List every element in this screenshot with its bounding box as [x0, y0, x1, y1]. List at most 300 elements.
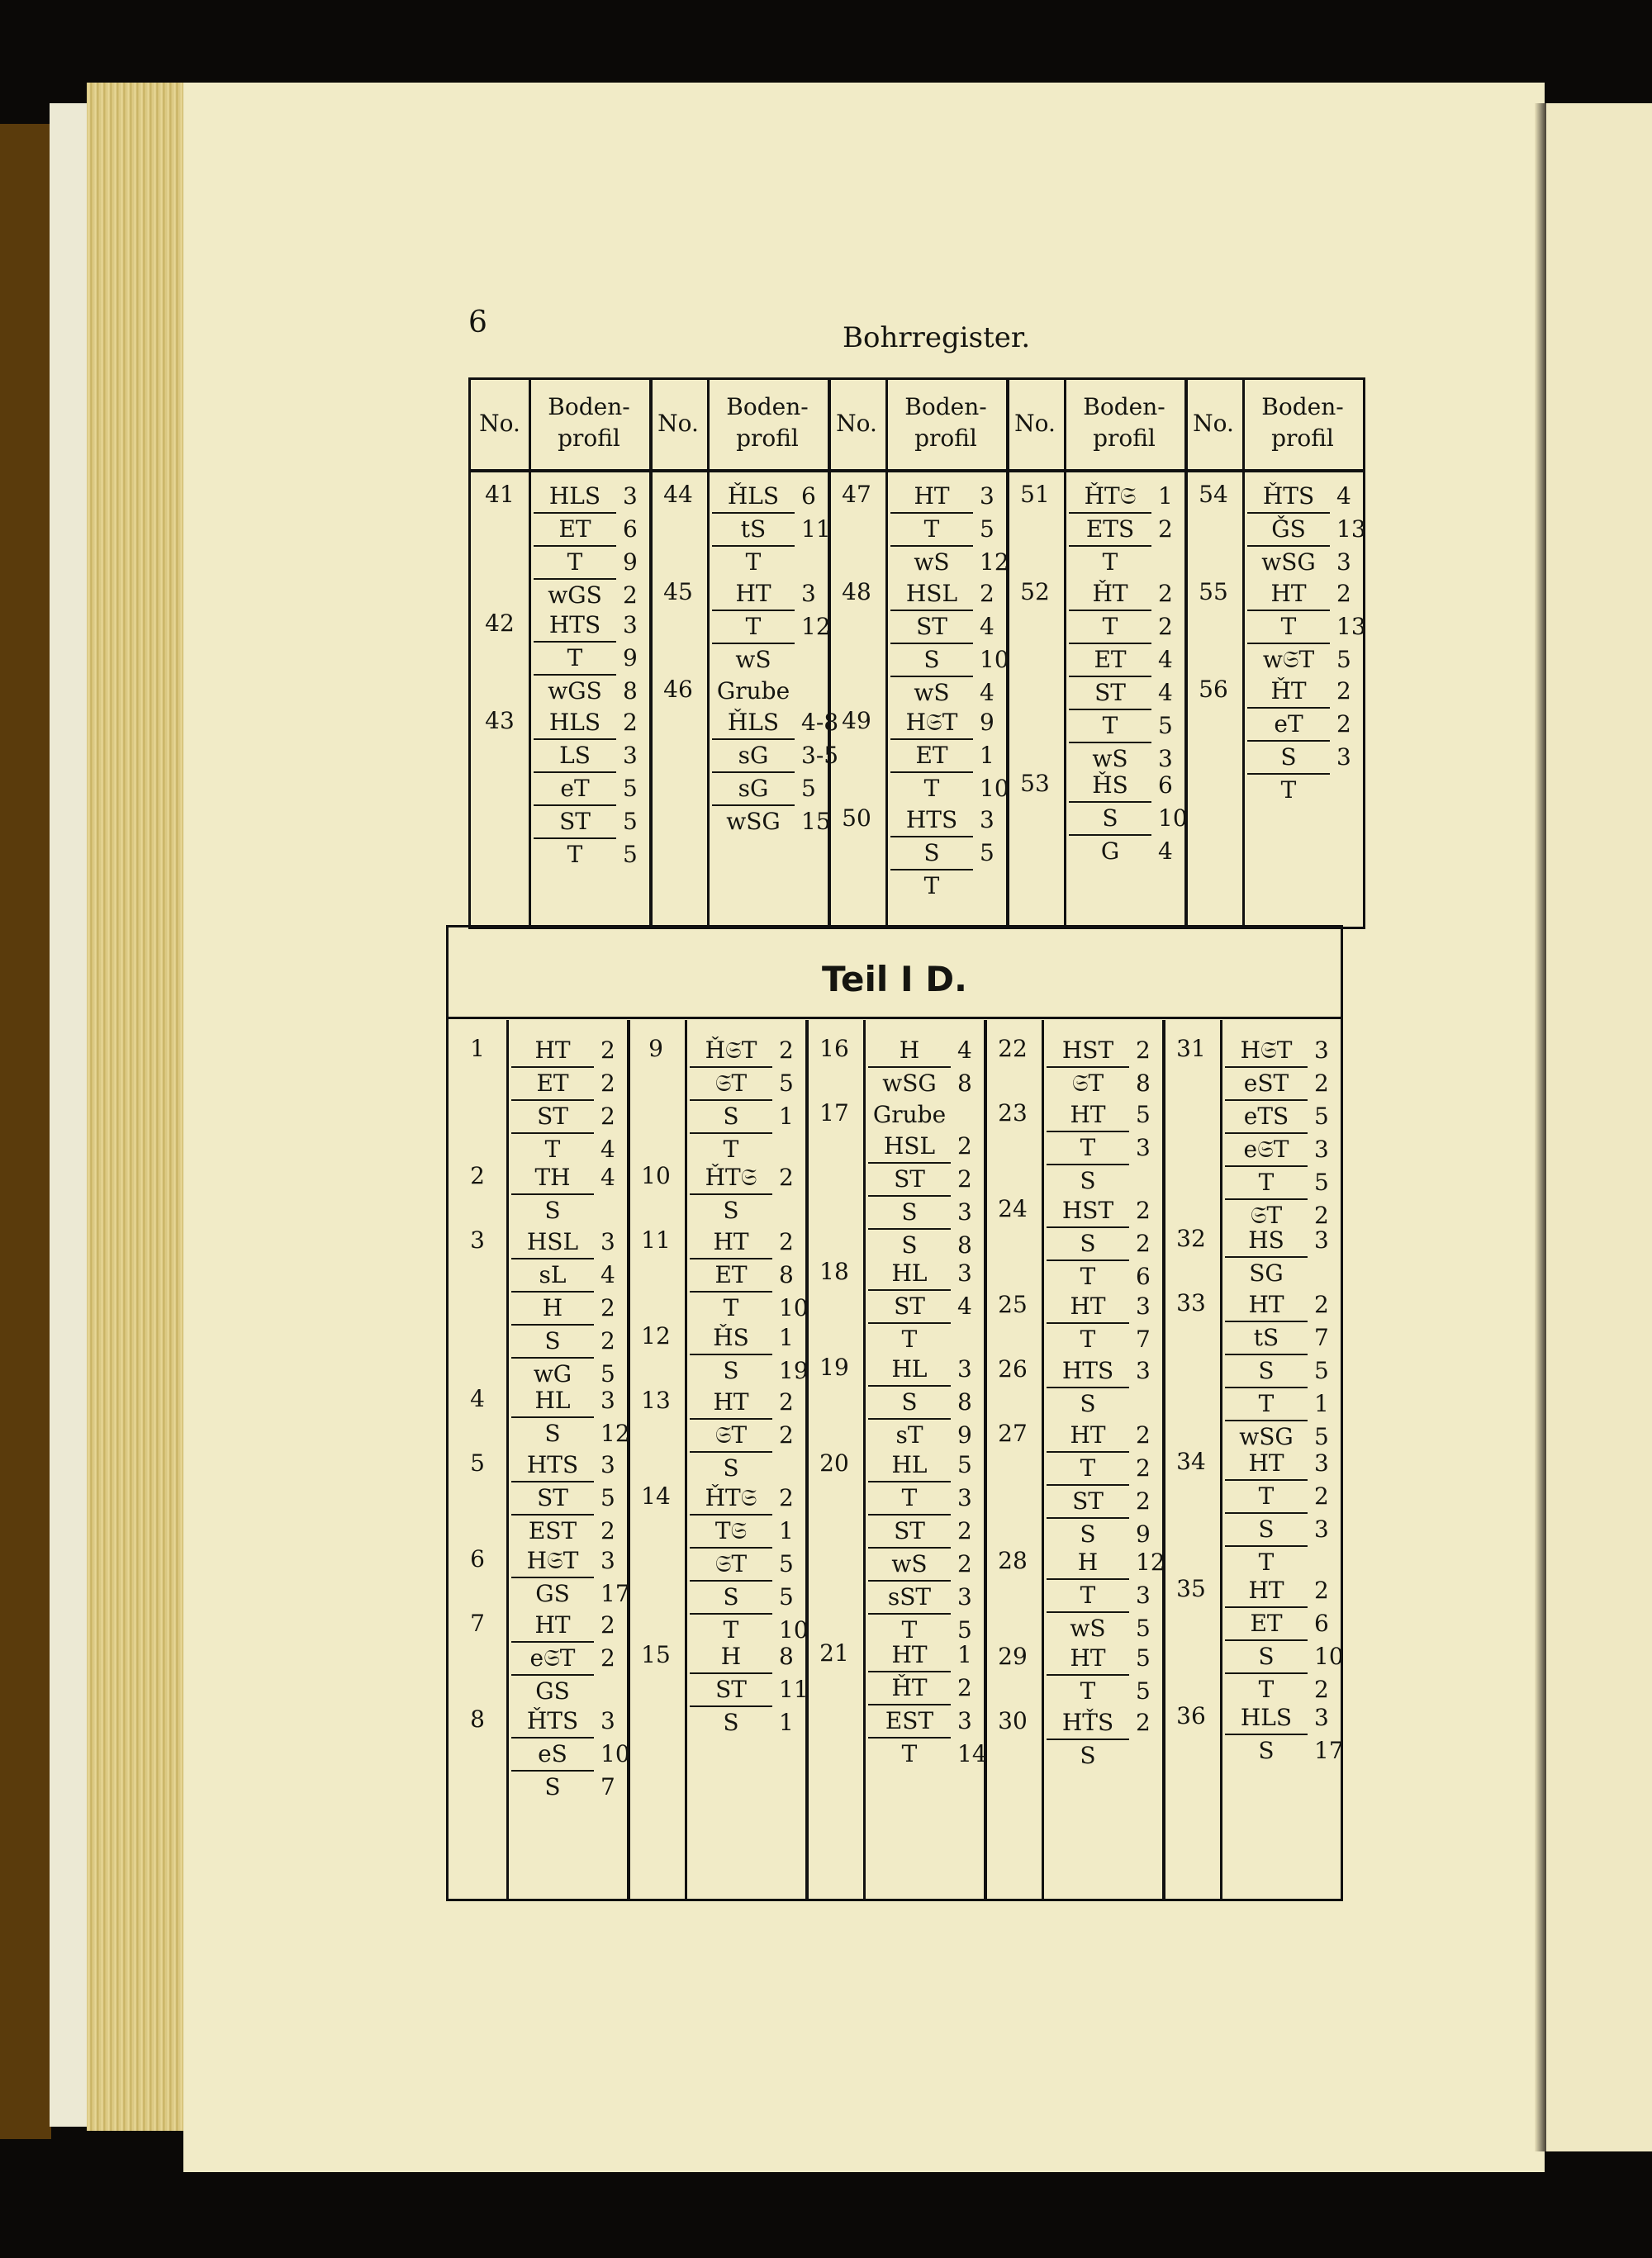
layer-thickness: 1: [779, 1517, 794, 1544]
layer-code: HŤS: [1047, 1707, 1129, 1740]
layer-thickness: 12: [801, 613, 831, 640]
layer-thickness: 2: [623, 581, 638, 609]
layer-thickness: 7: [1314, 1324, 1329, 1351]
layer-code: S: [723, 1454, 739, 1482]
profile-layer: [1047, 1486, 1172, 1519]
layer-code: S: [890, 644, 973, 677]
layer-thickness: 10: [980, 775, 1009, 802]
profile-layer: [511, 1578, 637, 1610]
layer-code: T: [1069, 710, 1151, 743]
layer-code: T: [1047, 1132, 1129, 1165]
profile-layer: [690, 1674, 815, 1707]
profile-layer: [1069, 677, 1194, 710]
layer-code: S: [868, 1387, 951, 1420]
layer-thickness: 3: [957, 1259, 972, 1287]
layer-code: T: [923, 872, 940, 899]
layer-thickness: 2: [1136, 1487, 1151, 1515]
profile-layer: [1047, 1068, 1172, 1099]
layer-code: sG: [712, 773, 795, 806]
layer-code: S: [1258, 1737, 1275, 1764]
profile-layer: [1047, 1132, 1172, 1165]
column-divider: [707, 380, 710, 927]
layer-code: HTS: [511, 1449, 594, 1482]
profile-layer: [712, 740, 838, 773]
profile-layer: [1069, 803, 1194, 836]
layer-thickness: 3: [601, 1451, 615, 1478]
layer-code: T: [1280, 776, 1297, 804]
layer-thickness: 5: [957, 1451, 972, 1478]
layer-code: S: [544, 1197, 561, 1224]
profile-layer: [868, 1549, 994, 1582]
profile-layer: [1225, 1481, 1351, 1514]
layer-code: HSL: [890, 578, 973, 611]
layer-code: wS: [735, 646, 771, 673]
soil-profile: [1247, 578, 1373, 676]
layer-code: e𝔖T: [511, 1643, 594, 1676]
layer-code: ET: [534, 514, 616, 547]
profile-layer: [1225, 1134, 1351, 1167]
layer-thickness: 2: [779, 1388, 794, 1416]
profile-layer: [511, 1418, 637, 1449]
layer-code: HTS: [1047, 1355, 1129, 1388]
profile-layer: [690, 1293, 815, 1324]
profile-layer: [534, 514, 659, 547]
layer-code: Grube: [716, 677, 790, 704]
borehole-number: 14: [641, 1482, 671, 1510]
layer-thickness: 2: [1336, 710, 1351, 738]
profile-layer: [712, 578, 838, 611]
profile-layer: [1247, 644, 1373, 676]
profile-layer: [511, 1134, 637, 1165]
profile-layer: [1225, 1641, 1351, 1674]
layer-thickness: 10: [980, 646, 1009, 673]
header-bodenprofil: Boden- profil: [1261, 393, 1344, 452]
layer-code: S: [690, 1101, 772, 1134]
profile-layer: [690, 1101, 815, 1134]
layer-thickness: 4: [601, 1164, 615, 1191]
layer-code: sST: [868, 1582, 951, 1615]
profile-layer: [511, 1259, 637, 1293]
layer-thickness: 3-5: [801, 742, 839, 769]
layer-code: ST: [690, 1674, 772, 1707]
layer-code: T: [923, 775, 940, 802]
layer-thickness: 1: [980, 742, 995, 769]
layer-code: ST: [534, 806, 616, 839]
soil-profile: [1247, 481, 1373, 578]
layer-code: sG: [712, 740, 795, 773]
layer-thickness: 2: [601, 1036, 615, 1064]
layer-thickness: 3: [623, 742, 638, 769]
layer-thickness: 3: [957, 1355, 972, 1383]
borehole-number: 46: [663, 676, 693, 703]
layer-code: HSL: [868, 1131, 951, 1164]
profile-layer: [1225, 1448, 1351, 1481]
borehole-number: 42: [485, 610, 515, 637]
layer-thickness: 10: [1158, 804, 1188, 832]
layer-code: S: [1047, 1228, 1129, 1261]
layer-thickness: 3: [1136, 1134, 1151, 1161]
layer-thickness: 5: [1314, 1169, 1329, 1196]
layer-code: T: [544, 1136, 561, 1163]
layer-thickness: 2: [980, 580, 995, 607]
profile-layer: [868, 1230, 994, 1261]
soil-profile: [1047, 1355, 1172, 1420]
layer-code: eT: [1247, 709, 1330, 742]
soil-profile: [690, 1322, 815, 1387]
borehole-number: 13: [641, 1387, 671, 1414]
profile-layer: [1047, 1035, 1172, 1068]
profile-layer: [690, 1420, 815, 1453]
layer-code: 𝔖T: [1071, 1070, 1104, 1097]
borehole-number: 20: [819, 1449, 849, 1477]
layer-code: T: [1080, 1263, 1096, 1290]
layer-code: wS: [1070, 1615, 1106, 1642]
layer-code: EST: [868, 1705, 951, 1739]
profile-layer: [690, 1707, 815, 1739]
profile-layer: [1047, 1228, 1172, 1261]
layer-code: ȞLS: [712, 707, 795, 740]
profile-layer: [511, 1610, 637, 1643]
profile-layer: [1225, 1674, 1351, 1705]
layer-code: HL: [868, 1449, 951, 1482]
layer-thickness: 9: [623, 548, 638, 576]
profile-layer: [868, 1099, 994, 1131]
profile-layer: [712, 676, 838, 707]
profile-layer: [1047, 1613, 1172, 1644]
layer-thickness: 2: [957, 1132, 972, 1160]
layer-thickness: 6: [801, 482, 816, 510]
profile-layer: [511, 1035, 637, 1068]
profile-layer: [1047, 1099, 1172, 1132]
layer-code: HST: [1047, 1195, 1129, 1228]
left-book-edge: [0, 124, 51, 2139]
soil-profile: [1047, 1035, 1172, 1099]
layer-thickness: 4: [957, 1036, 972, 1064]
layer-thickness: 14: [957, 1740, 987, 1767]
profile-layer: [712, 611, 838, 644]
layer-thickness: 3: [601, 1228, 615, 1255]
profile-layer: [690, 1322, 815, 1355]
section-title: Teil I D.: [821, 959, 968, 999]
borehole-number: 29: [998, 1643, 1028, 1670]
soil-profile: [1047, 1547, 1172, 1644]
layer-code: eS: [511, 1739, 594, 1772]
borehole-number: 36: [1176, 1702, 1206, 1729]
layer-thickness: 4: [957, 1293, 972, 1320]
layer-thickness: 4: [980, 613, 995, 640]
header-no: No.: [657, 410, 699, 437]
profile-layer: [712, 644, 838, 676]
profile-layer: [1069, 514, 1194, 547]
layer-thickness: 2: [1314, 1482, 1329, 1510]
layer-code: ET: [890, 740, 973, 773]
profile-layer: [511, 1482, 637, 1516]
layer-code: T: [901, 1326, 918, 1353]
profile-layer: [534, 707, 659, 740]
borehole-number: 19: [819, 1354, 849, 1381]
borehole-table-part2: [446, 925, 1343, 1901]
layer-thickness: 4: [1158, 646, 1173, 673]
soil-profile: [1225, 1448, 1351, 1578]
layer-thickness: 3: [1314, 1036, 1329, 1064]
profile-layer: [868, 1354, 994, 1387]
column-divider: [1242, 380, 1245, 927]
layer-code: H: [868, 1035, 951, 1068]
profile-layer: [1069, 836, 1194, 867]
profile-layer: [868, 1197, 994, 1230]
layer-code: S: [901, 1231, 918, 1259]
layer-thickness: 2: [957, 1165, 972, 1193]
layer-code: HT: [1047, 1420, 1129, 1453]
profile-layer: [1225, 1355, 1351, 1388]
layer-thickness: 5: [1336, 646, 1351, 673]
layer-thickness: 6: [1136, 1263, 1151, 1290]
header-no: No.: [1014, 410, 1056, 437]
layer-code: ET: [1069, 644, 1151, 677]
soil-profile: [890, 707, 1016, 804]
layer-thickness: 1: [779, 1103, 794, 1130]
layer-code: HT: [890, 481, 973, 514]
borehole-number: 15: [641, 1641, 671, 1668]
layer-code: S: [690, 1582, 772, 1615]
soil-profile: [1047, 1195, 1172, 1293]
layer-code: H𝔖T: [1225, 1035, 1308, 1068]
layer-code: S: [1080, 1742, 1096, 1769]
layer-code: H: [690, 1641, 772, 1674]
layer-thickness: 10: [779, 1294, 809, 1321]
borehole-number: 16: [819, 1035, 849, 1062]
layer-thickness: 3: [1136, 1293, 1151, 1320]
soil-profile: [1047, 1099, 1172, 1197]
layer-thickness: 5: [1136, 1615, 1151, 1642]
layer-thickness: 17: [601, 1580, 630, 1607]
layer-code: HT: [1247, 578, 1330, 611]
layer-thickness: 2: [779, 1484, 794, 1511]
layer-thickness: 8: [957, 1070, 972, 1097]
layer-code: ȞTS: [1247, 481, 1330, 514]
layer-code: T: [901, 1740, 918, 1767]
layer-thickness: 5: [601, 1360, 615, 1388]
profile-layer: [690, 1195, 815, 1226]
borehole-number: 44: [663, 481, 693, 508]
layer-thickness: 5: [623, 841, 638, 868]
soil-profile: [511, 1162, 637, 1226]
soil-profile: [1225, 1575, 1351, 1705]
layer-code: T: [723, 1294, 739, 1321]
layer-thickness: 3: [957, 1198, 972, 1226]
header-no: No.: [479, 410, 520, 437]
soil-profile: [712, 676, 838, 837]
profile-layer: [868, 1035, 994, 1068]
layer-code: S: [1080, 1167, 1096, 1194]
layer-thickness: 5: [801, 775, 816, 802]
layer-code: T: [745, 548, 762, 576]
profile-layer: [690, 1641, 815, 1674]
layer-thickness: 5: [1158, 712, 1173, 739]
profile-layer: [511, 1705, 637, 1739]
layer-thickness: 5: [1314, 1423, 1329, 1450]
soil-profile: [690, 1482, 815, 1646]
layer-thickness: 2: [1336, 580, 1351, 607]
layer-thickness: 5: [1136, 1644, 1151, 1672]
profile-layer: [1225, 1289, 1351, 1322]
layer-code: T: [1069, 611, 1151, 644]
layer-code: HT: [511, 1610, 594, 1643]
profile-layer: [690, 1068, 815, 1101]
layer-thickness: 1: [779, 1324, 794, 1351]
layer-thickness: 5: [623, 775, 638, 802]
soil-profile: [1047, 1291, 1172, 1355]
profile-layer: [1225, 1388, 1351, 1421]
layer-thickness: 13: [1336, 515, 1366, 543]
borehole-number: 43: [485, 707, 515, 734]
page-edges: [87, 83, 184, 2131]
layer-code: T: [890, 514, 973, 547]
soil-profile: [1047, 1643, 1172, 1707]
layer-thickness: 3: [1336, 743, 1351, 771]
profile-layer: [534, 839, 659, 870]
layer-thickness: 15: [801, 808, 831, 835]
profile-layer: [1069, 611, 1194, 644]
profile-layer: [1069, 710, 1194, 743]
soil-profile: [511, 1705, 637, 1803]
layer-thickness: 3: [801, 580, 816, 607]
layer-thickness: 5: [1314, 1357, 1329, 1384]
layer-thickness: 3: [980, 806, 995, 833]
profile-layer: [1225, 1702, 1351, 1735]
profile-layer: [868, 1482, 994, 1516]
profile-layer: [868, 1739, 994, 1770]
layer-code: wSG: [882, 1070, 937, 1097]
layer-code: H: [1047, 1547, 1129, 1580]
layer-code: GS: [535, 1580, 570, 1607]
borehole-number: 33: [1176, 1289, 1206, 1316]
borehole-number: 17: [819, 1099, 849, 1127]
layer-code: ST: [511, 1101, 594, 1134]
profile-layer: [511, 1643, 637, 1676]
profile-layer: [712, 514, 838, 547]
layer-code: wSG: [1239, 1423, 1294, 1450]
layer-thickness: 3: [601, 1387, 615, 1414]
layer-thickness: 2: [1314, 1291, 1329, 1318]
profile-layer: [1069, 547, 1194, 578]
layer-thickness: 3: [1314, 1516, 1329, 1543]
layer-thickness: 4: [1158, 837, 1173, 865]
layer-code: T: [534, 547, 616, 580]
profile-layer: [690, 1134, 815, 1165]
soil-profile: [1225, 1225, 1351, 1289]
profile-layer: [1069, 481, 1194, 514]
layer-code: LS: [534, 740, 616, 773]
profile-layer: [868, 1420, 994, 1451]
layer-thickness: 10: [779, 1616, 809, 1644]
profile-layer: [1047, 1388, 1172, 1420]
layer-thickness: 5: [1136, 1677, 1151, 1705]
profile-layer: [1047, 1195, 1172, 1228]
layer-code: HLS: [534, 707, 616, 740]
borehole-number: 55: [1199, 578, 1228, 605]
layer-thickness: 13: [1336, 613, 1366, 640]
layer-thickness: 2: [779, 1036, 794, 1064]
profile-layer: [511, 1545, 637, 1578]
layer-code: eT: [534, 773, 616, 806]
column-divider: [1220, 1020, 1222, 1899]
borehole-number: 21: [819, 1639, 849, 1667]
layer-thickness: 3: [1136, 1357, 1151, 1384]
layer-code: ȞT: [1069, 578, 1151, 611]
layer-code: H𝔖T: [511, 1545, 594, 1578]
profile-layer: [1047, 1707, 1172, 1740]
layer-thickness: 1: [957, 1641, 972, 1668]
profile-layer: [868, 1672, 994, 1705]
layer-thickness: 3: [601, 1547, 615, 1574]
header-bodenprofil: Boden- profil: [726, 393, 809, 452]
profile-layer: [890, 707, 1016, 740]
layer-thickness: 2: [601, 1070, 615, 1097]
profile-layer: [690, 1355, 815, 1387]
layer-code: S: [1069, 803, 1151, 836]
profile-layer: [890, 547, 1016, 578]
profile-layer: [868, 1291, 994, 1324]
profile-layer: [1247, 611, 1373, 644]
layer-code: HT: [1047, 1643, 1129, 1676]
layer-code: ȞS: [1069, 770, 1151, 803]
borehole-number: 49: [842, 707, 871, 734]
layer-code: ȞT: [1247, 676, 1330, 709]
layer-thickness: 19: [779, 1357, 809, 1384]
profile-layer: [712, 806, 838, 837]
layer-code: HT: [1047, 1291, 1129, 1324]
layer-code: HLS: [1225, 1702, 1308, 1735]
layer-code: ET: [511, 1068, 594, 1101]
layer-code: ȞT𝔖: [690, 1162, 772, 1195]
soil-profile: [1069, 578, 1194, 775]
soil-profile: [1225, 1035, 1351, 1231]
layer-code: T: [723, 1616, 739, 1644]
layer-code: T: [1225, 1167, 1308, 1200]
layer-thickness: 3: [1136, 1582, 1151, 1609]
column-divider: [506, 1020, 509, 1899]
borehole-number: 11: [641, 1226, 671, 1254]
layer-thickness: 3: [1314, 1704, 1329, 1731]
profile-layer: [1225, 1101, 1351, 1134]
profile-layer: [890, 644, 1016, 677]
layer-code: S: [868, 1197, 951, 1230]
profile-layer: [890, 740, 1016, 773]
layer-code: wS: [868, 1549, 951, 1582]
layer-thickness: 4: [601, 1136, 615, 1163]
layer-thickness: 4: [1336, 482, 1351, 510]
layer-thickness: 2: [601, 1517, 615, 1544]
borehole-number: 48: [842, 578, 871, 605]
layer-thickness: 2: [1336, 677, 1351, 704]
soil-profile: [511, 1610, 637, 1707]
profile-layer: [1047, 1580, 1172, 1613]
soil-profile: [712, 578, 838, 676]
header-no: No.: [1193, 410, 1234, 437]
profile-layer: [534, 481, 659, 514]
layer-thickness: 2: [1158, 515, 1173, 543]
header-no: No.: [836, 410, 877, 437]
layer-thickness: 8: [957, 1388, 972, 1416]
borehole-number: 1: [470, 1035, 485, 1062]
layer-code: e𝔖T: [1225, 1134, 1308, 1167]
layer-code: HL: [868, 1354, 951, 1387]
column-divider: [863, 1020, 866, 1899]
layer-code: T: [534, 643, 616, 676]
layer-thickness: 3: [957, 1583, 972, 1610]
borehole-number: 54: [1199, 481, 1228, 508]
